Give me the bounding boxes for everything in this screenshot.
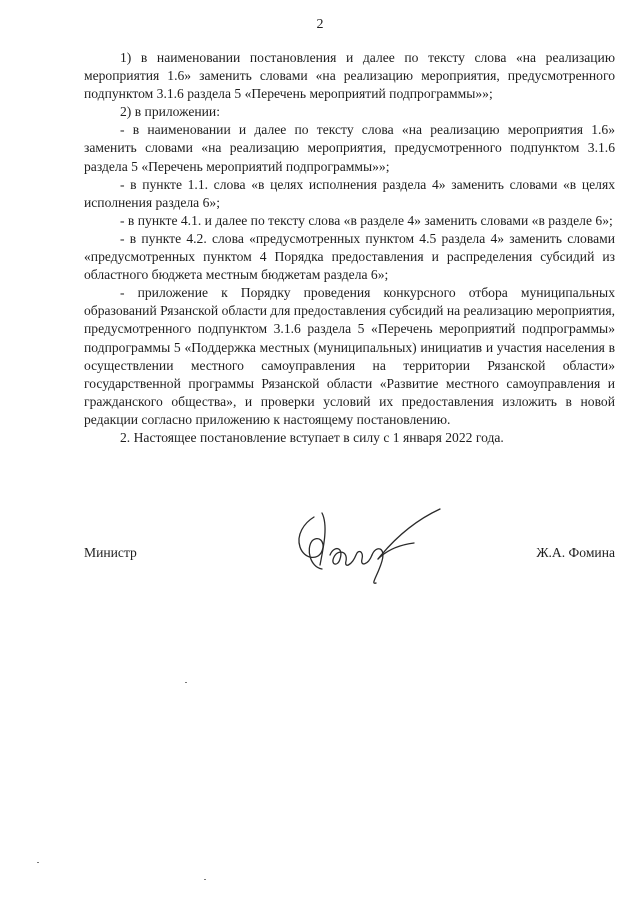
paragraph-1: 1) в наименовании постановления и далее по тексту слова «на реализацию мероприятия 1.6» заменить словами «на реализацию мероприятия, предусмотренного подпунктом 3.1.6 раздела 5 «Перечень мероприятий подпрограммы»»; (84, 50, 615, 102)
signer-name: Ж.А. Фомина (536, 545, 615, 560)
paragraph-7: - приложение к Порядку проведения конкурсного отбора муниципальных образований Рязанской области для предоставления субсидий на реализацию мероприятия, предусмотренного подпунктом 3.1.6 раздела 5 «Перечень мероприятий подпрограммы» подпрограммы 5 «Поддержка местных (муниципальных) инициатив и участия населения в осуществлении местного самоуправления на территории Рязанской области» государственной программы Рязанской области «Развитие местного самоуправления и гражданского общества», и проверки условий их предоставления изложить в новой редакции согласно приложению к настоящему постановлению. (84, 285, 615, 427)
scan-speck (185, 682, 187, 683)
handwritten-signature (274, 505, 454, 590)
document-body (84, 49, 615, 447)
paragraph-4: - в пункте 1.1. слова «в целях исполнения раздела 4» заменить словами «в целях исполнения раздела 6»; (84, 176, 615, 210)
scan-speck (37, 862, 39, 863)
paragraph-6: - в пункте 4.2. слова «предусмотренных пунктом 4.5 раздела 4» заменить словами «предусмотренных пунктом 4 Порядка предоставления и распределения субсидий из областного бюджета местным бюджетам раздела 6»; (84, 230, 615, 283)
paragraph-8: 2. Настоящее постановление вступает в силу с 1 января 2022 года. (120, 429, 504, 445)
paragraph-2: 2) в приложении: (120, 104, 220, 120)
signature-block (84, 505, 615, 595)
paragraph-3: - в наименовании и далее по тексту слова «на реализацию мероприятия 1.6» заменить словами «на реализацию мероприятия, предусмотренного подпунктом 3.1.6 раздела 5 «Перечень мероприятий подпрограммы»»; (84, 122, 615, 174)
page-number: 2 (316, 17, 324, 32)
scan-speck (204, 879, 206, 880)
paragraph-5: - в пункте 4.1. и далее по тексту слова «в разделе 4» заменить словами «в разделе 6»; (120, 212, 613, 228)
position-title: Министр (84, 545, 137, 560)
